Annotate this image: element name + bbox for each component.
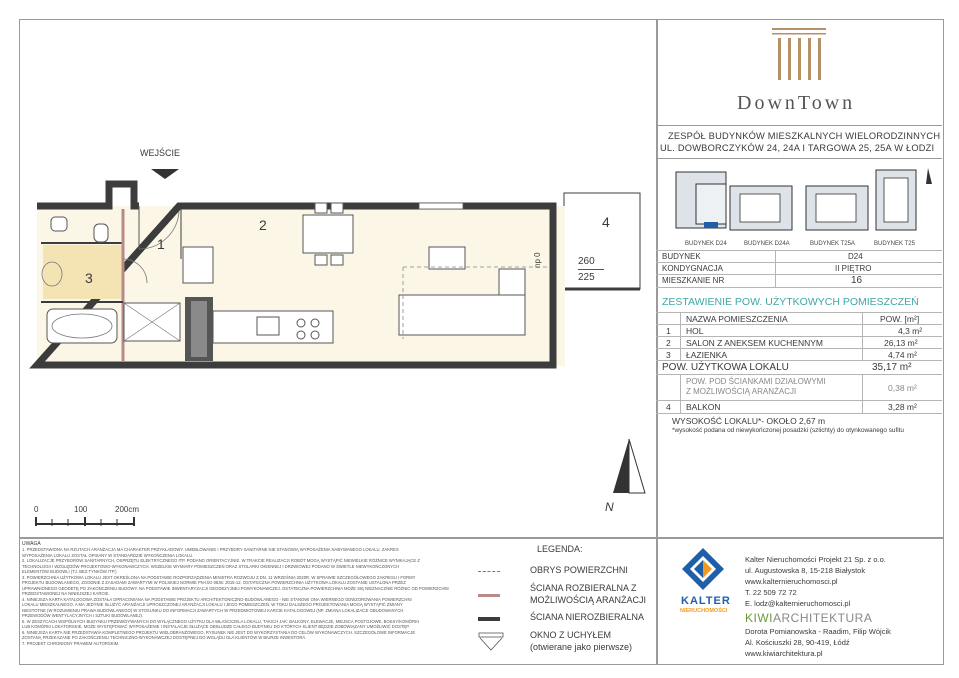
height-label: WYSOKOŚĆ LOKALU*- OKOŁO 2,67 m: [672, 416, 826, 426]
height-note: *wysokość podana od niewykończonej posadzki (szlichty) do otynkowanego sufitu: [672, 427, 904, 434]
site-plan-highlight: [704, 222, 718, 228]
company-web[interactable]: www.kalternieruchomosci.pl: [745, 577, 838, 586]
room-3-label: 3: [85, 270, 93, 286]
bathroom-floor: [43, 245, 122, 299]
room-1-label: 1: [157, 236, 165, 252]
washbasin: [51, 217, 67, 231]
room-1-no: 1: [666, 326, 671, 336]
company-address: ul. Augustowska 8, 15-218 Białystok: [745, 566, 866, 575]
legend-window-icon: [478, 632, 504, 652]
partition-label-1: POW. POD ŚCIANKAMI DZIAŁOWYMI: [686, 377, 826, 386]
building-d24a-label: BUDYNEK D24A: [744, 241, 790, 247]
architect-name: [745, 611, 872, 625]
legend-partition-swatch: [478, 594, 500, 597]
legend-outline-swatch: [478, 571, 500, 572]
total-label: POW. UŻYTKOWA LOKALU: [662, 362, 789, 373]
window: [419, 203, 463, 209]
room-2-label: 2: [259, 217, 267, 233]
parapet-height-label: 225: [578, 272, 595, 283]
kalter-logo-icon: [680, 546, 726, 592]
downtown-logo-icon: [772, 28, 826, 80]
balcony: [564, 193, 640, 289]
kondygnacja-label: KONDYGNACJA: [662, 264, 723, 273]
architect-name-rest: ARCHITEKTURA: [773, 611, 873, 625]
room-2-name: SALON Z ANEKSEM KUCHENNYM: [686, 338, 823, 348]
legend-title: LEGENDA:: [537, 544, 583, 554]
legend-outline: OBRYS POWIERZCHNI: [530, 565, 628, 575]
balcony-no: 4: [666, 402, 671, 412]
window-height-label: 260: [578, 256, 595, 267]
mieszkanie-label: MIESZKANIE NR: [662, 276, 725, 285]
legend-partition-1: ŚCIANA ROZBIERALNA Z: [530, 583, 637, 593]
entrance-arrow: [151, 169, 179, 179]
budynek-value: D24: [848, 252, 863, 261]
company-name: Kalter Nieruchomości Projekt 21 Sp. z o.o.: [745, 555, 886, 564]
notes-title: UWAGA: [22, 541, 41, 547]
kalter-logo-text: KALTER: [681, 595, 731, 607]
partition-value: 0,38 m²: [888, 383, 917, 393]
entrance-label: WEJŚCIE: [140, 148, 181, 158]
north-arrow: [613, 439, 629, 493]
brand-name: DownTown: [737, 92, 856, 114]
toilet: [94, 224, 108, 242]
balcony-label: BALKON: [686, 402, 721, 412]
building-d24-label: BUDYNEK D24: [685, 241, 727, 247]
scale-label-100: 100: [74, 505, 88, 514]
total-value: 35,17 m²: [872, 362, 912, 373]
company-phone: T. 22 509 72 72: [745, 588, 797, 597]
partition-label-2: Z MOŻLIWOŚCIĄ ARANŻACJI: [686, 387, 797, 396]
room-3-name: ŁAZIENKA: [686, 350, 728, 360]
architect-name-bold: KIWI: [745, 611, 773, 625]
legend-wall-swatch: [478, 617, 500, 621]
room-2-no: 2: [666, 338, 671, 348]
sink: [257, 317, 279, 335]
architect-web[interactable]: www.kiwiarchitektura.pl: [745, 649, 823, 658]
building-t25-label: BUDYNEK T25: [874, 241, 915, 247]
room-3-no: 3: [666, 350, 671, 360]
architect-people: Dorota Pomianowska - Raadim, Filip Wójcik: [745, 627, 891, 636]
notes-body: 1. PRZEDSTAWIONA NA RZUTACH ARANŻACJA MA CHARAKTER PRZYKŁADOWY. UMEBLOWANIE I PRZYBORY SANITARNE NIE STANOWIĄ WYPOSAŻENIA NABYWANEGO LOKALU. ZAKRES WYPOSAŻENIA LOKALU ZOSTAŁ OPISANY W STANDARDZIE WYKOŃCZENIA LOKALU. 2. LOKALIZACJE PRZYBORÓW SANITARNYCH, OSPRZĘTU ELEKTRYCZNEGO ITP. PODANO ORIENTACYJNIE. W TRAKCIE REALIZACJI ROBÓT MOGĄ WYSTĄPIĆ NIEWIELKIE RÓŻNICE WYNIKAJĄCE Z TECHNOLOGII I WZGLĘDÓW PROJEKTOWO-WYKONAWCZYCH. WSZELKIE WYMIARY POMIESZCZEŃ ORAZ STOLARKI OKIENNEJ I DRZWIOWEJ PODANO W ŚWIETLE NIEWYKOŃCZONYCH ELEMENTÓW BUDOWLI (TJ. BEZ TYNKÓW ITP.) 3. POWIERZCHNIA UŻYTKOWA LOKALU JEST OKREŚLONA NA PODSTAWIE ROZPORZĄDZENIA MINISTRA ROZWOJU Z DN. 11 WRZEŚNIA 2020R. W SPRAWIE SZCZEGÓŁOWEGO ZAKRESU I FORMY PROJEKTU BUDOWLANEGO, ZGODNIE Z ZASADAMI ZAWARTYMI W POLSKIEJ NORMIE PN-ISO 9836: 2015-12. OSTATECZNA POWIERZCHNIA UŻYTKOWA LOKALU ZOSTANIE USTALONA PRZEZ UPRAWNIONEGO GEODETĘ PO ZAKOŃCZENIU BUDOWY. NA PODSTAWIE INWENTARYZACJI GEODEZYJNEJ POWYKONAWCZEJ. OSTATECZNA POWIERZCHNIA MOŻE SIĘ NIEZNACZNIE RÓŻNIĆ OD POWIERZCHNI PRZEDSTAWIONEJ NA NINIEJSZEJ KARCIE. 4. NINIEJSZA KARTA KATALOGOWA ZOSTAŁA OPRACOWANA NA PODSTAWIE PROJEKTU ARCHITEKTONICZNO-BUDOWLANEGO - NIE STANOWI ONA WIERNEGO ODWZOROWANIA POWIERZCHNI LOKALU MIESZKALNEGO. A MA JEDYNIE SŁUŻYĆ ARANŻACJI UPROSZCZONEJ ARANŻACJI LOKALU I JEGO POMIESZCZEŃ. W TOKU DALSZEGO PROJEKTOWANIA MOGĄ WYSTĄPIĆ ZMIANY NIESTOTNE (W ROZUMIENIU PRAWA BUDOWLANEGO) W STOSUNKU DO INFORMACJI ZAWARTYCH W PRZEDMIOTOWEJ KARCIE KATALOGOWEJ (NP. ZMIANA LOKALIZACJI OBUDOWANYCH PRZEWODÓW WENTYLACYJNYCH I SZTUKI BUDOWLANEJ). 5. W ZESZYCACH WSPÓLNYCH BUDYNKU PRZEWIDYWANYCH DO WYŁĄCZNEGO UŻYTKU DLA WŁAŚCICIELA LOKALU, TAKICH JAK: BALKONY, ELEWACJE, MIEJSCA POSTOJOWE, BOKSY/KOMÓRKI LUB KOMÓRKI LOKATORSKIE, MOŻE WYSTĘPOWAĆ WYPOSAŻENIE I INSTALACJE SŁUŻĄCE OBSŁUDZE CAŁEGO BUDYNKU DO KTÓRYCH KLIENT BĘDZIE ZOBOWIĄZANY UMOŻLIWIĆ DOSTĘP. 6. NINIEJSZA KARTA NIE PRZEDSTAWIA KOMPLETNEGO PROJEKTU WIELOBRANŻOWEGO, RYSUNEK NIE JEST DO WYKORZYSTANIA DO CELÓW WYKONAWCZYCH. SZCZEGÓŁOWE INFORMACJE ZOSTANĄ PRZEKAZANE PO ZAKOŃCZENIU TECHNICZNO-WYKONAWCZEJ DOSTĘPNEJ DO WGLĄDU DLA KLIENTÓW W BIURZE INWESTORA. 7. PROJEKT CHRONIONY PRAWEM AUTORSKIM.: [22, 547, 449, 646]
legend-window-1: OKNO Z UCHYŁEM: [530, 630, 612, 640]
room-1-name: HOL: [686, 326, 704, 336]
floor-plan: [19, 19, 656, 537]
legend-partition-2: MOŻLIWOŚCIĄ ARANŻACJI: [530, 595, 647, 605]
north-label: N: [605, 500, 614, 514]
level-label: np 0: [533, 252, 542, 268]
mieszkanie-value: 16: [851, 275, 863, 286]
project-line-2: UL. DOWBORCZYKÓW 24, 24A I TARGOWA 25, 25A W ŁODZI: [660, 143, 935, 153]
company-email[interactable]: E. lodz@kalternieruchomosci.pl: [745, 599, 851, 608]
balcony-value: 3,28 m²: [888, 402, 917, 412]
room-1-area: 4,3 m²: [898, 326, 923, 336]
col-name-header: NAZWA POMIESZCZENIA: [686, 314, 788, 324]
building-t25a-label: BUDYNEK T25A: [810, 241, 855, 247]
budynek-label: BUDYNEK: [662, 252, 701, 261]
col-area-header: POW. [m²]: [880, 314, 920, 324]
legend-wall: ŚCIANA NIEROZBIERALNA: [530, 612, 645, 622]
site-plan: [674, 164, 936, 236]
sofa: [399, 295, 525, 335]
kondygnacja-value: II PIĘTRO: [835, 264, 872, 273]
room-3-area: 4,74 m²: [888, 350, 917, 360]
kalter-logo-sub: NIERUCHOMOŚCI: [680, 608, 728, 614]
dining-table: [303, 215, 353, 253]
scale-label-200: 200cm: [115, 505, 140, 514]
room-2-area: 26,13 m²: [884, 338, 918, 348]
project-line-1: ZESPÓŁ BUDYNKÓW MIESZKALNYCH WIELORODZINNYCH: [668, 131, 941, 141]
architect-address: Al. Kościuszki 28, 90-419, Łódź: [745, 638, 850, 647]
scale-label-0: 0: [34, 505, 39, 514]
legend-window-2: (otwierane jako pierwsze): [530, 642, 633, 652]
summary-title: ZESTAWIENIE POW. UŻYTKOWYCH POMIESZCZEŃ: [662, 296, 919, 308]
fridge-cabinet: [183, 247, 213, 283]
tv-unit: [429, 247, 465, 269]
room-4-label: 4: [602, 214, 610, 230]
